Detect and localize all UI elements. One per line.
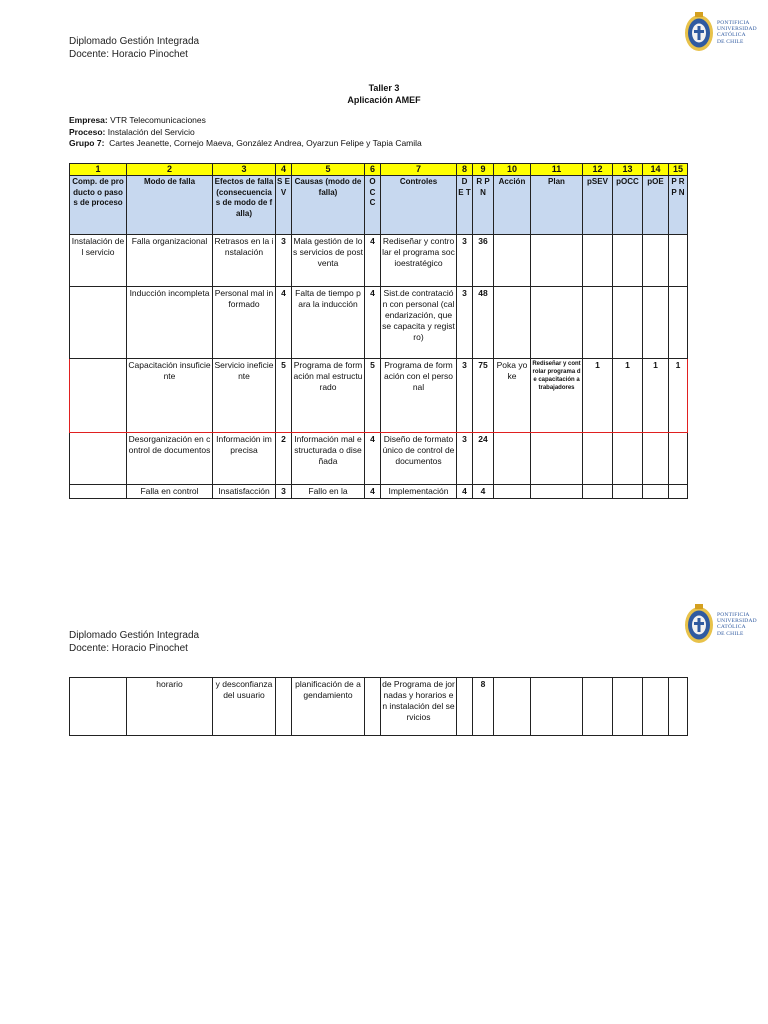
column-number-row: 1 2 3 4 5 6 7 8 9 10 11 12 13 14 15 [70,164,688,176]
page2-header [69,629,199,655]
seal-icon [684,12,714,52]
header-teacher: Docente: Horacio Pinochet [69,643,188,654]
header-teacher: Docente: Horacio Pinochet [69,49,188,60]
header-course: Diplomado Gestión Integrada [69,630,200,641]
amef-table-continuation [69,677,688,736]
seal-icon [684,604,714,644]
university-logo [684,10,760,56]
table-row-highlighted: Capacitación insuficiente Servicio ineficiente 5 Programa de formación mal estructurado 5 Programa de formación con el personal 3 75 Poka yoke Rediseñar y controlar programa de capacitación a trabajadores 1 1 1 1 [70,359,688,433]
page1-header [69,35,199,61]
table-header-row: Comp. de producto o pasos de proceso Modo de falla Efectos de falla (consecuencias de modo de falla) S E V Causas (modo de falla) O C C Controles D E T R P N Acción Plan pSEV pOCC pOE P R P N [70,176,688,235]
title-taller: Taller 3 [368,83,400,93]
title-amef: Aplicación AMEF [347,95,421,105]
meta-empresa: Empresa: VTR Telecomunicaciones [69,115,206,125]
meta-proceso: Proceso: Instalación del Servicio [69,126,195,137]
amef-table [69,163,688,499]
university-logo [684,602,760,648]
header-course: Diplomado Gestión Integrada [69,36,200,47]
table-row: Falla en control Insatisfacción 3 Fallo en la 4 Implementación 4 4 [70,485,688,499]
table-row: Instalación del servicio Falla organizacional Retrasos en la instalación 3 Mala gestión de los servicios de postventa 4 Rediseñar y controlar el programa socioestratégico 3 36 [70,235,688,287]
logo-text: PONTIFICIA UNIVERSIDAD CATÓLICA DE CHILE [717,612,757,637]
meta-grupo: Grupo 7: Cartes Jeanette, Cornejo Maeva, González Andrea, Oyarzun Felipe y Tapia Camila [69,138,422,148]
table-row: Inducción incompleta Personal mal informado 4 Falta de tiempo para la inducción 4 Sist.de contratación con personal (calendarización, que se capacita y registro) 3 48 [70,287,688,359]
logo-text: PONTIFICIA UNIVERSIDAD CATÓLICA DE CHILE [717,20,757,45]
document-meta [69,115,422,150]
document-title [0,82,768,106]
table-row: horario y desconfianza del usuario planificación de agendamiento de Programa de jornadas y horarios en instalación del servicios 8 [70,678,688,736]
table-row: Desorganización en control de documentos Información imprecisa 2 Información mal estructurada o diseñada 4 Diseño de formato único de control de documentos 3 24 [70,433,688,485]
